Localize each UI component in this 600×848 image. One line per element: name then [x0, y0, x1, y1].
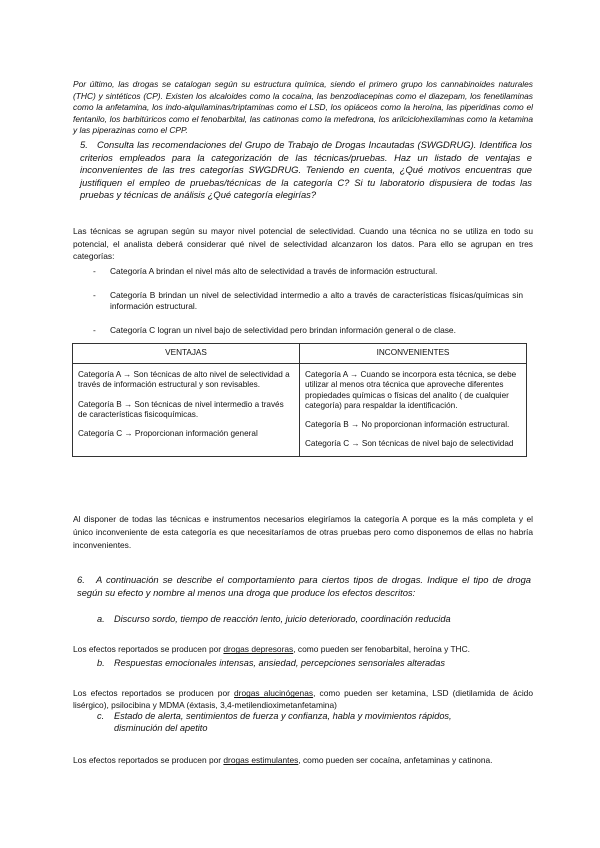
list-dash: - [93, 324, 96, 335]
answer-a-drug-type: drogas depresoras [223, 644, 294, 655]
answer-b-after: , como pueden ser ketamina, LSD (dietilamida de ácido lisérgico), psilocibina y MDMA (éxtasis, 3,4-metilendioximetanfetamina) [73, 688, 534, 710]
answer-b-before: Los efectos reportados se producen por [73, 688, 234, 699]
list-dash: - [93, 266, 96, 276]
answer-b [73, 688, 533, 711]
list-item [93, 266, 523, 278]
inconveniente-a: Categoría A → Cuando se incorpora esta técnica, se debe utilizar al menos otra técnica que aproveche diferentes propiedades químicas o físicas del analito ( de cualquier categoría) para respaldar la identificación. [305, 370, 517, 410]
question-5-number: 5. [80, 139, 88, 150]
answer-c-before: Los efectos reportados se producen por [73, 755, 224, 766]
subquestion-b-letter: b. [97, 658, 105, 668]
categories-intro: Las técnicas se agrupan según su mayor nivel potencial de selectividad. Cuando una técnica no se utiliza en todo su potencial, el analista deberá considerar qué nivel de selectividad alcanzaron los datos. Para ello se agrupan en tres categorías: [73, 226, 533, 261]
subquestion-c-text: Estado de alerta, sentimientos de fuerza y confianza, habla y movimientos rápidos, [114, 711, 452, 721]
table-row [73, 364, 527, 457]
ventajas-cell [73, 364, 300, 457]
subquestion-b [97, 657, 527, 669]
subquestion-a [97, 613, 527, 625]
category-b-text: Categoría B brindan un nivel de selectividad intermedio a alto a través de características físicas/químicas sin información estructural. [110, 289, 523, 311]
subquestion-a-text: Discurso sordo, tiempo de reacción lento, juicio deteriorado, coordinación reducida [114, 614, 451, 624]
table-header-row [73, 344, 527, 364]
question-5-text: Consulta las recomendaciones del Grupo de Trabajo de Drogas Incautadas (SWGDRUG). Identifica los criterios empleados para la categorización de las técnicas/pruebas. Haz un listado de ventajas e inconvenientes de las tres categorías SWGDRUG. Teniendo en cuenta, ¿Qué motivos encuentras que justifiquen el empleo de pruebas/técnicas de la categoría C? Si tu laboratorio dispusiera de todas las pruebas y técnicas de análisis ¿Qué categoría elegirías? [80, 139, 532, 201]
ventaja-c: Categoría C → Proporcionan información general [78, 429, 258, 439]
question-6-number: 6. [77, 574, 85, 585]
inconveniente-b: Categoría B → No proporcionan información estructural. [305, 420, 510, 430]
question-6-text: A continuación se describe el comportamiento para ciertos tipos de drogas. Indique el tipo de droga según su efecto y nombre al menos una droga que produce los efectos descritos: [77, 574, 531, 598]
inconvenientes-cell [300, 364, 527, 457]
choice-paragraph: Al disponer de todas las técnicas e instrumentos necesarios elegiríamos la categoría A porque es la más completa y el único inconveniente de esta categoría es que necesitaríamos de otras pruebas pero como disponemos de ellas no habría inconvenientes. [73, 514, 533, 550]
header-ventajas: VENTAJAS [73, 344, 300, 364]
subquestion-c-letter: c. [97, 711, 105, 721]
pros-cons-table [72, 343, 527, 457]
header-inconvenientes: INCONVENIENTES [300, 344, 527, 364]
category-c-text: Categoría C logran un nivel bajo de selectividad pero brindan información general o de clase. [110, 324, 456, 335]
list-item [93, 290, 523, 313]
answer-c [73, 754, 533, 767]
answer-c-after: , como pueden ser cocaína, anfetaminas y catinona. [298, 755, 493, 766]
ventaja-b: Categoría B → Son técnicas de nivel intermedio a través de características fisicoquímicas. [78, 399, 284, 419]
answer-a-before: Los efectos reportados se producen por [73, 644, 224, 655]
question-5 [80, 139, 532, 202]
intro-paragraph: Por último, las drogas se catalogan según su estructura química, siendo el primero grupo los cannabinoides naturales (THC) y sintéticos (CP). Existen los alcaloides como la cocaína, las benzodiacepinas como el diazepam, los fenetilaminas como la anfetamina, los indo-alquilaminas/triptaminas como el LSD, los opiáceos como la heroína, las piperidinas como el fentanilo, los barbitúricos como el fenobarbital, las catinonas como la mefedrona, los arilciclohexilaminas como la ketamina y las piperazinas como el CPP. [73, 79, 533, 136]
answer-a [73, 644, 533, 656]
subquestion-b-text: Respuestas emocionales intensas, ansiedad, percepciones sensoriales alteradas [114, 658, 445, 668]
ventaja-a: Categoría A → Son técnicas de alto nivel de selectividad a través de información estructural y son revisables. [78, 370, 290, 390]
list-dash: - [93, 289, 96, 300]
answer-b-drug-type: drogas alucinógenas [234, 688, 314, 699]
answer-a-after: , como pueden ser fenobarbital, heroína y THC. [293, 644, 470, 655]
inconveniente-c: Categoría C → Son técnicas de nivel bajo de selectividad [305, 439, 514, 449]
subquestion-c [97, 710, 527, 735]
answer-c-drug-type: drogas estimulantes [223, 755, 299, 766]
subquestion-a-letter: a. [97, 614, 105, 624]
category-a-text: Categoría A brindan el nivel más alto de selectividad a través de información estructural. [110, 266, 438, 276]
subquestion-c-text-line2: disminución del apetito [114, 723, 208, 734]
question-6 [77, 574, 531, 599]
categories-list [93, 266, 523, 336]
list-item [93, 325, 523, 337]
